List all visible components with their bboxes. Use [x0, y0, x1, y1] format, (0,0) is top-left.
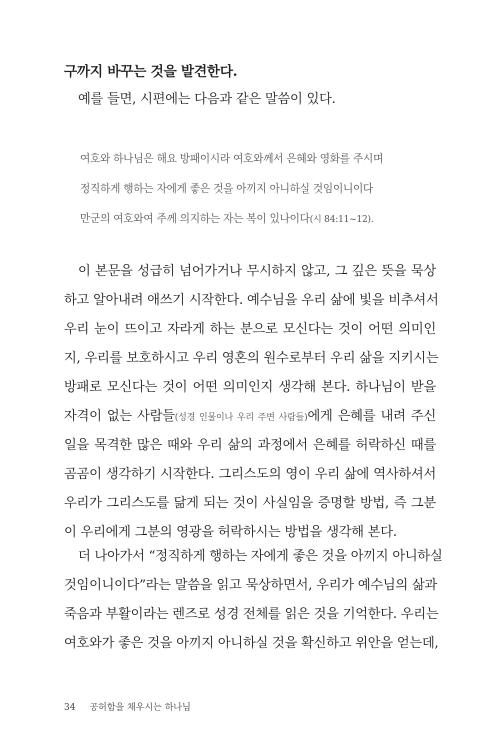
page-footer: [64, 700, 191, 713]
text-line: 방패로 모신다는 것이 어떤 의미인지 생각해 본다. 하나님이 받을: [64, 380, 436, 395]
text-line: 우리 눈이 뜨이고 자라게 하는 분으로 모신다는 것이 어떤 의미인: [64, 322, 436, 337]
text-line: 구까지 바꾸는 것을 발견한다.: [64, 64, 238, 80]
text-line: 하고 알아내려 애쓰기 시작한다. 예수님을 우리 삶에 빛을 비추셔서: [64, 293, 439, 308]
book-title: 공허함을 채우시는 하나님: [89, 703, 191, 713]
text-line: 예를 들면, 시편에는 다음과 같은 말씀이 있다.: [78, 92, 336, 107]
text-line: 것임이니이다”라는 말씀을 읽고 묵상하면서, 우리가 예수님의 삶과: [64, 578, 438, 593]
quote-text: 만군의 여호와여 주께 의지하는 자는 복이 있나이다: [80, 213, 310, 225]
quote-line: [80, 210, 430, 229]
scripture-reference: (시 84:11~12).: [309, 215, 374, 225]
text-line: 일을 목격한 많은 때와 우리 삶의 과정에서 은혜를 허락하신 때를: [64, 438, 436, 453]
text-line: 여호와가 좋은 것을 아끼지 아니하실 것을 확신하고 위안을 얻는데,: [64, 636, 439, 651]
text-segment: 자격이 없는 사람들: [64, 409, 175, 424]
text-segment: 에게 은혜를 내려 주신: [307, 409, 436, 424]
text-line: 더 나아가서 “정직하게 행하는 자에게 좋은 것을 아끼지 아니하실: [78, 549, 443, 564]
text-line: 지, 우리를 보호하시고 우리 영혼의 원수로부터 우리 삶을 지키시는: [64, 351, 439, 366]
page-number: 34: [64, 703, 76, 713]
text-line: 이 본문을 성급히 넘어가거나 무시하지 않고, 그 깊은 뜻을 묵상: [78, 264, 436, 279]
text-line: 죽음과 부활이라는 렌즈로 성경 전체를 읽은 것을 기억한다. 우리는: [64, 607, 439, 622]
quote-line: 여호와 하나님은 해요 방패이시라 여호와께서 은혜와 영화를 주시며: [80, 153, 384, 165]
text-line: 이 우리에게 그분의 영광을 허락하시는 방법을 생각해 본다.: [64, 525, 397, 540]
text-line: 우리가 그리스도를 닮게 되는 것이 사실임을 증명할 방법, 즉 그분: [64, 496, 436, 511]
text-line: [64, 407, 436, 428]
quote-line: 정직하게 행하는 자에게 좋은 것을 아끼지 아니하실 것임이니이다: [80, 183, 374, 195]
text-line: 곰곰이 생각하기 시작한다. 그리스도의 영이 우리 삶에 역사하셔서: [64, 467, 436, 482]
parenthetical-note: (성경 인물이나 우리 주변 사람들): [174, 413, 308, 423]
